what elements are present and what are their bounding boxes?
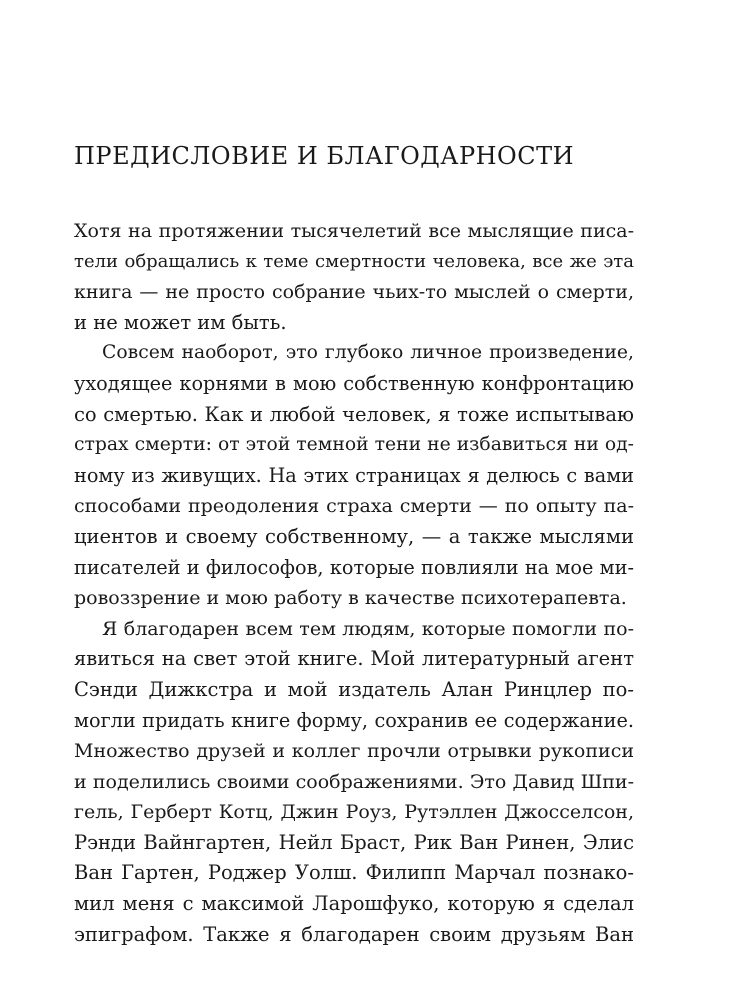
text-line: мил меня с максимой Ларошфуко, которую я сделал: [74, 892, 634, 916]
text-line: писателей и философов, которые повлияли на мое ми-: [74, 555, 634, 579]
text-line: страх смерти: от этой темной тени не избавиться ни од-: [74, 434, 634, 456]
text-line: тели обращались к теме смертности человека, все же эта: [74, 250, 634, 272]
text-line: явиться на свет этой книге. Мой литературный агент: [74, 647, 634, 671]
text-line: со смертью. Как и любой человек, я тоже испытываю: [74, 402, 634, 426]
text-line: Я благодарен всем тем людям, которые помогли по-: [102, 617, 634, 640]
text-line: Ван Гартен, Роджер Уолш. Филипп Марчал познако-: [74, 861, 634, 885]
text-line: способами преодоления страха смерти — по опыту па-: [74, 495, 634, 518]
text-line: гель, Герберт Котц, Джин Роуз, Рутэллен Джосселсон,: [74, 801, 634, 824]
text-line: Хотя на протяжении тысячелетий все мыслящие писа-: [74, 220, 634, 242]
text-line: Совсем наоборот, это глубоко личное произведение,: [102, 342, 634, 364]
text-line: могли придать книге форму, сохранив ее содержание.: [74, 708, 634, 732]
text-line: и поделились своими соображениями. Это Давид Шпи-: [74, 770, 634, 793]
text-line: Сэнди Дижкстра и мой издатель Алан Ринцлер по-: [74, 677, 634, 701]
text-line: ровоззрение и мою работу в качестве психотерапевта.: [74, 587, 627, 610]
text-line: Множество друзей и коллег прочли отрывки рукописи: [74, 740, 634, 763]
text-line: эпиграфом. Также я благодарен своим друзьям Ван: [74, 922, 634, 946]
text-line: уходящее корнями в мою собственную конфронтацию: [74, 371, 634, 395]
text-line: циентов и своему собственному, — а также мыслями: [74, 524, 634, 548]
text-line: и не может им быть.: [74, 310, 287, 334]
text-line: книга — не просто собрание чьих-то мыслей о смерти,: [74, 281, 634, 304]
text-line: ному из живущих. На этих страницах я делюсь с вами: [74, 463, 634, 487]
body-text: [74, 216, 634, 950]
text-line: Рэнди Вайнгартен, Нейл Браст, Рик Ван Ринен, Элис: [74, 830, 634, 854]
chapter-heading: ПРЕДИСЛОВИЕ И БЛАГОДАРНОСТИ: [74, 142, 575, 170]
